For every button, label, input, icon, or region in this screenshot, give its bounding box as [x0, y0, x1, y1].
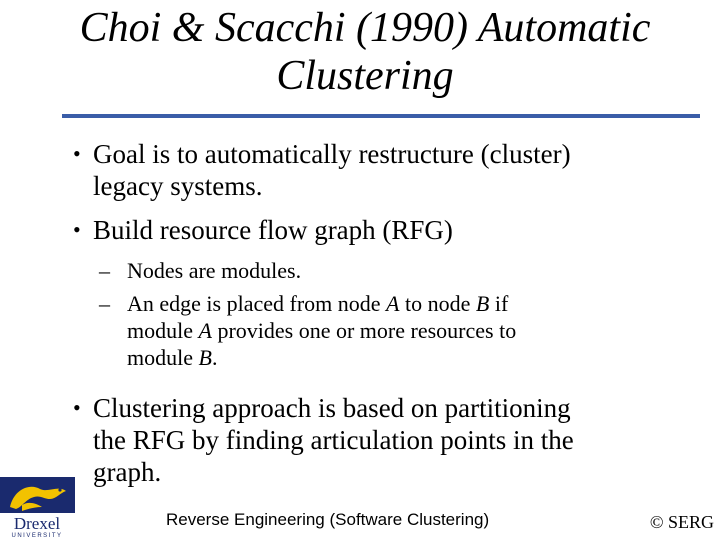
title-divider: [62, 114, 700, 118]
bullet-line: Clustering approach is based on partitioning: [93, 393, 571, 423]
sub-bullet-nodes: [99, 257, 659, 284]
title-line-1: Choi & Scacchi (1990) Automatic: [79, 5, 651, 51]
sub-bullet-marker: –: [99, 291, 110, 316]
bullet-line: graph.: [93, 457, 162, 487]
slide-title: [0, 4, 720, 101]
sub-bullet-line: module A provides one or more resources to: [127, 318, 517, 343]
logo-subtitle: UNIVERSITY: [11, 533, 63, 539]
footer-text: Reverse Engineering (Software Clustering): [166, 510, 490, 529]
bullet-marker: •: [73, 141, 81, 166]
logo-wordmark: Drexel: [13, 514, 61, 533]
sub-bullet-marker: –: [99, 258, 110, 283]
drexel-logo: [0, 477, 75, 539]
bullet-marker: •: [73, 395, 81, 420]
sub-bullet-line: Nodes are modules.: [127, 258, 302, 283]
copyright: © SERG: [649, 512, 714, 532]
bullet-clustering: [73, 392, 693, 488]
bullet-goal: [73, 138, 693, 202]
bullet-line: Build resource flow graph (RFG): [93, 215, 453, 245]
bullet-rfg: [73, 214, 693, 246]
bullet-line: legacy systems.: [93, 171, 263, 201]
bullet-line: Goal is to automatically restructure (cluster): [93, 139, 571, 169]
bullet-marker: •: [73, 217, 81, 242]
sub-bullet-line: module B.: [127, 345, 218, 370]
sub-bullet-edge: [99, 290, 659, 371]
bullet-line: the RFG by finding articulation points in the: [93, 425, 574, 455]
title-line-2: Clustering: [276, 53, 454, 100]
sub-bullet-line: An edge is placed from node A to node B if: [127, 291, 509, 316]
